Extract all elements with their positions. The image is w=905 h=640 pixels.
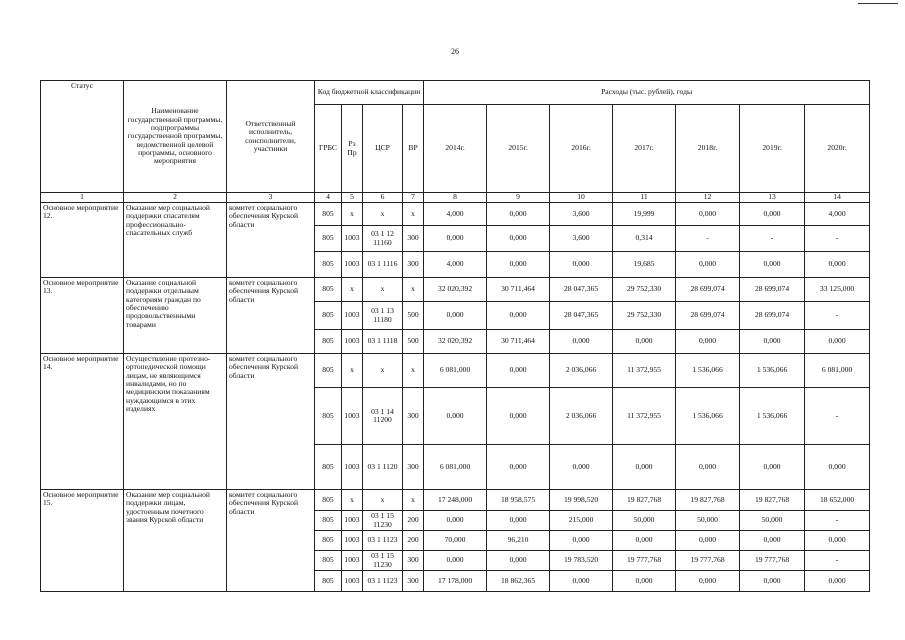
grbs-cell: 805: [315, 302, 342, 330]
header-year: 2018г.: [676, 105, 740, 193]
vr-cell: 300: [403, 445, 424, 490]
csr-cell: х: [363, 490, 403, 511]
expense-cell: 0,000: [805, 252, 870, 278]
header-year: 2014г.: [424, 105, 487, 193]
expense-cell: 32 020,392: [424, 330, 487, 354]
expense-cell: 19 777,768: [676, 551, 740, 571]
header-vr: ВР: [403, 105, 424, 193]
vr-cell: 300: [403, 388, 424, 445]
expense-cell: 3,600: [550, 203, 613, 226]
column-number: 1: [41, 193, 124, 203]
rzpr-cell: 1003: [342, 551, 363, 571]
expense-cell: 0,000: [805, 571, 870, 592]
grbs-cell: 805: [315, 490, 342, 511]
rzpr-cell: х: [342, 490, 363, 511]
expense-cell: 4,000: [805, 203, 870, 226]
expense-cell: 0,000: [550, 571, 613, 592]
expense-cell: 0,000: [740, 531, 805, 551]
column-number: 10: [550, 193, 613, 203]
header-budget-code: Код бюджетной классификации: [315, 81, 424, 105]
column-number: 6: [363, 193, 403, 203]
column-number: 12: [676, 193, 740, 203]
column-number: 14: [805, 193, 870, 203]
expense-cell: 30 711,464: [487, 278, 550, 302]
header-year: 2020г.: [805, 105, 870, 193]
grbs-cell: 805: [315, 531, 342, 551]
column-number: 5: [342, 193, 363, 203]
expense-cell: 1 536,066: [676, 354, 740, 388]
expense-cell: 3,600: [550, 226, 613, 252]
vr-cell: х: [403, 490, 424, 511]
rzpr-cell: 1003: [342, 330, 363, 354]
expense-cell: 0,000: [550, 330, 613, 354]
expense-cell: 0,000: [676, 531, 740, 551]
rzpr-cell: 1003: [342, 445, 363, 490]
expense-cell: 0,314: [613, 226, 676, 252]
expense-cell: 0,000: [550, 252, 613, 278]
expense-cell: 19,685: [613, 252, 676, 278]
vr-cell: 200: [403, 511, 424, 531]
vr-cell: 500: [403, 330, 424, 354]
header-grbs: ГРБС: [315, 105, 342, 193]
expense-cell: 0,000: [613, 531, 676, 551]
group-status: Основное мероприятие 15.: [41, 490, 124, 592]
expense-cell: 0,000: [487, 551, 550, 571]
expense-cell: 0,000: [805, 445, 870, 490]
expense-cell: 1 536,066: [740, 388, 805, 445]
grbs-cell: 805: [315, 252, 342, 278]
column-number: 3: [227, 193, 315, 203]
expense-cell: 0,000: [424, 511, 487, 531]
expense-cell: 0,000: [424, 226, 487, 252]
expense-cell: 4,000: [424, 203, 487, 226]
expense-cell: 0,000: [424, 302, 487, 330]
expense-cell: 6 081,000: [424, 445, 487, 490]
table-row: [41, 354, 870, 388]
expense-cell: 0,000: [740, 571, 805, 592]
table-row: [41, 490, 870, 511]
expense-cell: 50,000: [740, 511, 805, 531]
expense-cell: 0,000: [613, 330, 676, 354]
rzpr-cell: 1003: [342, 511, 363, 531]
vr-cell: х: [403, 278, 424, 302]
expense-cell: 0,000: [550, 531, 613, 551]
header-name: Наименование государственной программы, подпрограммы государственной программы, ведомственной целевой программы, основного мероприятия: [124, 81, 227, 193]
expense-cell: 19 827,768: [740, 490, 805, 511]
grbs-cell: 805: [315, 571, 342, 592]
expense-cell: 0,000: [676, 203, 740, 226]
expense-cell: 0,000: [487, 203, 550, 226]
expense-cell: 70,000: [424, 531, 487, 551]
expense-cell: 1 536,066: [740, 354, 805, 388]
expense-cell: 50,000: [676, 511, 740, 531]
expense-cell: 28 047,365: [550, 278, 613, 302]
expense-cell: 0,000: [805, 330, 870, 354]
expense-cell: -: [805, 551, 870, 571]
expense-cell: 0,000: [487, 445, 550, 490]
grbs-cell: 805: [315, 354, 342, 388]
expense-cell: 1 536,066: [676, 388, 740, 445]
expense-cell: 30 711,464: [487, 330, 550, 354]
expense-cell: 4,000: [424, 252, 487, 278]
expense-cell: 19 777,768: [613, 551, 676, 571]
expense-cell: 2 036,066: [550, 354, 613, 388]
header-expenses: Расходы (тыс. рублей), годы: [424, 81, 870, 105]
expense-cell: -: [805, 388, 870, 445]
csr-cell: 03 1 1120: [363, 445, 403, 490]
header-status: Статус: [41, 81, 124, 193]
header-year: 2016г.: [550, 105, 613, 193]
rzpr-cell: 1003: [342, 226, 363, 252]
budget-table: [40, 80, 870, 592]
expense-cell: 28 699,074: [740, 302, 805, 330]
group-name: Осуществление протезно-ортопедической помощи лицам, не являющимся инвалидами, но по медицинским показаниям нуждающимся в этих изделиях: [124, 354, 227, 490]
header-executor: Ответственный исполнитель, соисполнители, участники: [227, 81, 315, 193]
table-row: [41, 203, 870, 226]
header-csr: ЦСР: [363, 105, 403, 193]
header-year: 2017г.: [613, 105, 676, 193]
expense-cell: -: [805, 302, 870, 330]
vr-cell: 300: [403, 551, 424, 571]
expense-cell: 0,000: [613, 571, 676, 592]
grbs-cell: 805: [315, 278, 342, 302]
page-number: 26: [451, 47, 459, 56]
csr-cell: 03 1 12 11160: [363, 226, 403, 252]
expense-cell: 32 020,392: [424, 278, 487, 302]
expense-cell: 50,000: [613, 511, 676, 531]
group-executor: комитет социального обеспечения Курской области: [227, 354, 315, 490]
expense-cell: -: [740, 226, 805, 252]
csr-cell: х: [363, 203, 403, 226]
header-year: 2019г.: [740, 105, 805, 193]
expense-cell: 28 699,074: [740, 278, 805, 302]
expense-cell: 0,000: [487, 302, 550, 330]
vr-cell: 500: [403, 302, 424, 330]
header-year: 2015г.: [487, 105, 550, 193]
expense-cell: 0,000: [487, 511, 550, 531]
grbs-cell: 805: [315, 226, 342, 252]
csr-cell: 03 1 13 11180: [363, 302, 403, 330]
group-status: Основное мероприятие 12.: [41, 203, 124, 278]
expense-cell: 19 827,768: [613, 490, 676, 511]
rzpr-cell: х: [342, 278, 363, 302]
group-executor: комитет социального обеспечения Курской области: [227, 490, 315, 592]
column-number: 2: [124, 193, 227, 203]
rzpr-cell: х: [342, 203, 363, 226]
group-status: Основное мероприятие 14.: [41, 354, 124, 490]
vr-cell: х: [403, 354, 424, 388]
header-rzpr: Рз Пр: [342, 105, 363, 193]
table-row: [41, 278, 870, 302]
expense-cell: 0,000: [424, 388, 487, 445]
expense-cell: 0,000: [740, 445, 805, 490]
expense-cell: 17 178,000: [424, 571, 487, 592]
expense-cell: 33 125,000: [805, 278, 870, 302]
csr-cell: 03 1 15 11230: [363, 511, 403, 531]
expense-cell: 0,000: [740, 203, 805, 226]
expense-cell: 0,000: [740, 252, 805, 278]
rzpr-cell: 1003: [342, 571, 363, 592]
group-name: Оказание мер социальной поддержки лицам, удостоенным почетного звания Курской области: [124, 490, 227, 592]
column-number: 7: [403, 193, 424, 203]
top-edge-line: [858, 3, 898, 4]
expense-cell: 0,000: [487, 226, 550, 252]
column-number: 9: [487, 193, 550, 203]
rzpr-cell: 1003: [342, 302, 363, 330]
rzpr-cell: 1003: [342, 388, 363, 445]
rzpr-cell: 1003: [342, 531, 363, 551]
group-executor: комитет социального обеспечения Курской области: [227, 203, 315, 278]
expense-cell: 0,000: [676, 252, 740, 278]
expense-cell: 19,999: [613, 203, 676, 226]
csr-cell: х: [363, 278, 403, 302]
csr-cell: 03 1 1123: [363, 531, 403, 551]
expense-cell: 0,000: [487, 354, 550, 388]
csr-cell: х: [363, 354, 403, 388]
expense-cell: 18 958,575: [487, 490, 550, 511]
expense-cell: 18 652,000: [805, 490, 870, 511]
expense-cell: 29 752,330: [613, 302, 676, 330]
expense-cell: 29 752,330: [613, 278, 676, 302]
column-number: 8: [424, 193, 487, 203]
expense-cell: 0,000: [487, 388, 550, 445]
rzpr-cell: 1003: [342, 252, 363, 278]
expense-cell: 11 372,955: [613, 388, 676, 445]
expense-cell: -: [805, 226, 870, 252]
vr-cell: 300: [403, 252, 424, 278]
group-name: Оказание мер социальной поддержки спасателям профессионально-спасательных служб: [124, 203, 227, 278]
group-name: Оказание социальной поддержки отдельным категориям граждан по обеспечению продовольственными товарами: [124, 278, 227, 354]
expense-cell: 0,000: [805, 531, 870, 551]
grbs-cell: 805: [315, 388, 342, 445]
expense-cell: 6 081,000: [424, 354, 487, 388]
expense-cell: 11 372,955: [613, 354, 676, 388]
group-executor: комитет социального обеспечения Курской области: [227, 278, 315, 354]
grbs-cell: 805: [315, 445, 342, 490]
grbs-cell: 805: [315, 511, 342, 531]
expense-cell: -: [676, 226, 740, 252]
group-status: Основное мероприятие 13.: [41, 278, 124, 354]
expense-cell: 0,000: [676, 330, 740, 354]
grbs-cell: 805: [315, 203, 342, 226]
column-number: 13: [740, 193, 805, 203]
grbs-cell: 805: [315, 330, 342, 354]
grbs-cell: 805: [315, 551, 342, 571]
expense-cell: 28 699,074: [676, 302, 740, 330]
vr-cell: 300: [403, 571, 424, 592]
expense-cell: 0,000: [487, 252, 550, 278]
expense-cell: 19 777,768: [740, 551, 805, 571]
column-number: 11: [613, 193, 676, 203]
rzpr-cell: х: [342, 354, 363, 388]
expense-cell: 215,000: [550, 511, 613, 531]
vr-cell: 300: [403, 226, 424, 252]
expense-cell: 17 248,000: [424, 490, 487, 511]
expense-cell: 96,210: [487, 531, 550, 551]
expense-cell: 28 699,074: [676, 278, 740, 302]
expense-cell: 28 047,365: [550, 302, 613, 330]
csr-cell: 03 1 1116: [363, 252, 403, 278]
vr-cell: 200: [403, 531, 424, 551]
expense-cell: 19 998,520: [550, 490, 613, 511]
csr-cell: 03 1 1118: [363, 330, 403, 354]
expense-cell: 18 862,365: [487, 571, 550, 592]
expense-cell: -: [805, 511, 870, 531]
expense-cell: 0,000: [676, 445, 740, 490]
expense-cell: 19 783,520: [550, 551, 613, 571]
csr-cell: 03 1 1123: [363, 571, 403, 592]
expense-cell: 2 036,066: [550, 388, 613, 445]
expense-cell: 0,000: [613, 445, 676, 490]
expense-cell: 0,000: [740, 330, 805, 354]
expense-cell: 6 081,000: [805, 354, 870, 388]
expense-cell: 0,000: [676, 571, 740, 592]
csr-cell: 03 1 15 11230: [363, 551, 403, 571]
vr-cell: х: [403, 203, 424, 226]
expense-cell: 19 827,768: [676, 490, 740, 511]
expense-cell: 0,000: [424, 551, 487, 571]
csr-cell: 03 1 14 11200: [363, 388, 403, 445]
expense-cell: 0,000: [550, 445, 613, 490]
column-number: 4: [315, 193, 342, 203]
